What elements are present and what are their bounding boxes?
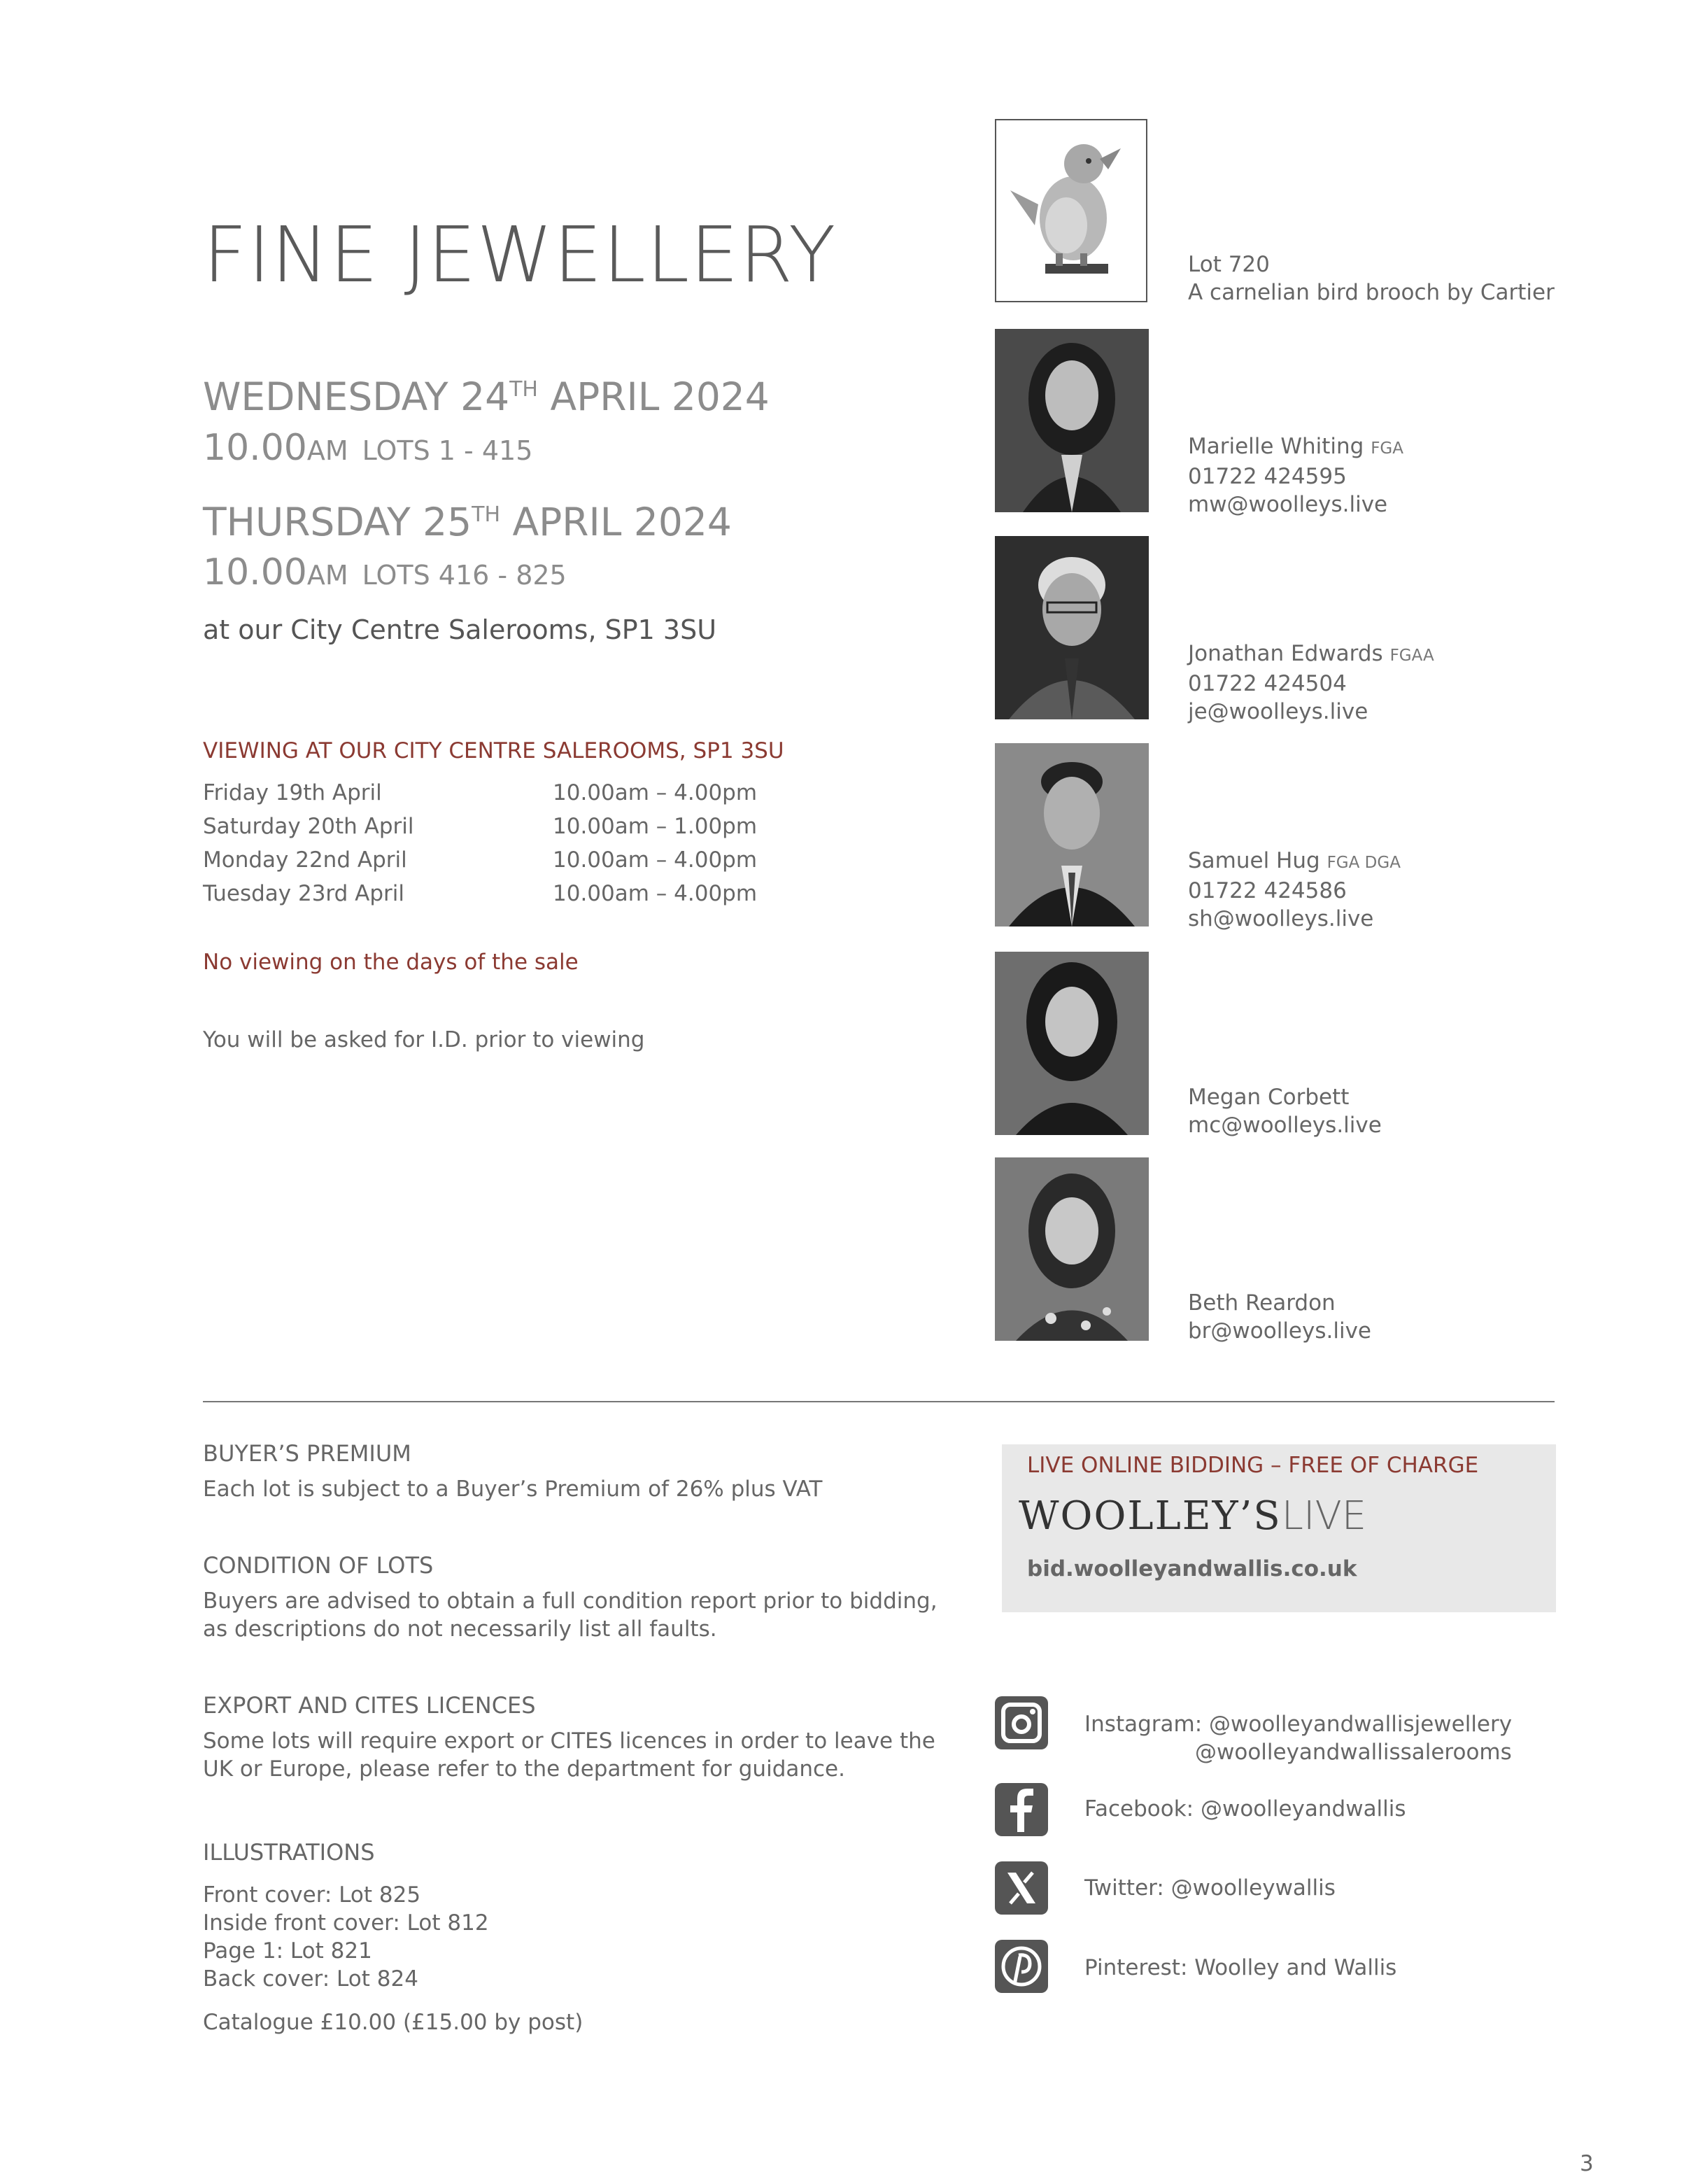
sale-date-1 [203,374,770,419]
lot-feature-info [1188,251,1555,307]
viewing-time: 10.00am – 1.00pm [553,814,758,839]
staff-photo-marielle [995,329,1149,512]
illustration-item: Inside front cover: Lot 812 [203,1910,489,1936]
twitter-handle[interactable]: Twitter: @woolleywallis [1084,1875,1336,1901]
staff-photo-megan [995,952,1149,1135]
instagram-glyph [995,1696,1048,1749]
illustrations-list [203,1881,489,1993]
section-divider [203,1401,1555,1402]
pinterest-icon[interactable] [995,1940,1048,1993]
instagram-handle-1[interactable]: Instagram: @woolleyandwallisjewellery [1084,1712,1513,1737]
staff-email[interactable]: br@woolleys.live [1188,1318,1372,1344]
pinterest-handle[interactable]: Pinterest: Woolley and Wallis [1084,1955,1397,1980]
person-portrait-icon [995,536,1149,719]
staff-photo-beth [995,1157,1149,1341]
venue-text: at our City Centre Salerooms, SP1 3SU [203,614,717,645]
sale-time-2-time: 10.00 [203,551,307,593]
instagram-handle[interactable] [1084,1710,1512,1766]
bird-brooch-image [996,120,1146,301]
staff-info-beth [1188,1289,1371,1345]
person-portrait-icon [995,1157,1149,1341]
sale-date-1-month: APRIL 2024 [550,374,770,419]
staff-name: Jonathan Edwards [1188,641,1383,666]
id-note: You will be asked for I.D. prior to viewing [203,1027,645,1052]
instagram-handle-2[interactable]: @woolleyandwallissalerooms [1195,1740,1512,1765]
export-line: UK or Europe, please refer to the department for guidance. [203,1756,845,1782]
staff-email[interactable]: sh@woolleys.live [1188,906,1374,931]
page-title: FINE JEWELLERY [203,210,837,300]
staff-phone: 01722 424595 [1188,464,1347,489]
staff-email[interactable]: mc@woolleys.live [1188,1113,1382,1138]
staff-quals: FGAA [1389,647,1434,665]
buyers-premium-heading: BUYER’S PREMIUM [203,1440,411,1467]
logo-main-text: WOOLLEY’S [1019,1493,1282,1539]
staff-email[interactable]: je@woolleys.live [1188,699,1368,724]
facebook-glyph [995,1783,1048,1836]
lot-720-photo [995,119,1147,302]
staff-quals: FGA [1371,439,1403,458]
staff-quals: FGA DGA [1326,854,1401,872]
facebook-icon[interactable] [995,1783,1048,1836]
viewing-row [203,881,903,906]
staff-info-jonathan [1188,640,1434,726]
staff-info-megan [1188,1083,1382,1139]
staff-info-samuel [1188,847,1401,933]
viewing-row [203,780,903,805]
live-bidding-heading: LIVE ONLINE BIDDING – FREE OF CHARGE [1027,1453,1479,1478]
no-viewing-note: No viewing on the days of the sale [203,950,579,975]
illustration-item: Back cover: Lot 824 [203,1966,418,1992]
sale-date-2 [203,500,732,544]
catalogue-price: Catalogue £10.00 (£15.00 by post) [203,2010,583,2035]
sale-date-2-month: APRIL 2024 [512,500,732,544]
viewing-row [203,847,903,873]
condition-line: as descriptions do not necessarily list all faults. [203,1616,717,1642]
sale-time-1-lots: LOTS 1 - 415 [362,435,533,466]
sale-date-1-suffix: TH [509,377,538,402]
sale-time-2-ampm: AM [306,560,348,591]
viewing-day: Saturday 20th April [203,814,414,839]
sale-time-1-ampm: AM [306,435,348,466]
facebook-handle[interactable]: Facebook: @woolleyandwallis [1084,1796,1406,1822]
staff-phone: 01722 424504 [1188,671,1347,696]
x-glyph [995,1861,1048,1915]
live-bidding-box [1002,1444,1556,1612]
staff-phone: 01722 424586 [1188,878,1347,903]
person-portrait-icon [995,743,1149,927]
condition-line: Buyers are advised to obtain a full condition report prior to bidding, [203,1588,938,1614]
illustrations-heading: ILLUSTRATIONS [203,1839,375,1866]
staff-name: Megan Corbett [1188,1085,1350,1110]
illustration-item: Front cover: Lot 825 [203,1882,421,1908]
viewing-time: 10.00am – 4.00pm [553,847,758,873]
condition-heading: CONDITION OF LOTS [203,1552,434,1579]
logo-live-text: LIVE [1281,1493,1367,1539]
sale-date-2-suffix: TH [472,502,501,527]
viewing-row [203,814,903,839]
sale-time-2-lots: LOTS 416 - 825 [362,560,567,591]
person-portrait-icon [995,952,1149,1135]
viewing-heading: VIEWING AT OUR CITY CENTRE SALEROOMS, SP1 3SU [203,738,784,763]
sale-time-1-time: 10.00 [203,427,307,469]
staff-info-marielle [1188,432,1403,519]
sale-time-1 [203,427,532,469]
viewing-time: 10.00am – 4.00pm [553,780,758,805]
sale-date-1-day: WEDNESDAY 24 [203,374,510,419]
export-line: Some lots will require export or CITES licences in order to leave the [203,1728,935,1754]
buyers-premium-text: Each lot is subject to a Buyer’s Premium of 26% plus VAT [203,1477,823,1502]
woolleys-live-logo [1019,1493,1366,1539]
pinterest-glyph [995,1940,1048,1993]
bidding-url-link[interactable]: bid.woolleyandwallis.co.uk [1027,1556,1357,1581]
twitter-x-icon[interactable] [995,1861,1048,1915]
staff-photo-jonathan [995,536,1149,719]
viewing-day: Tuesday 23rd April [203,881,405,906]
sale-time-2 [203,551,567,593]
lot-description: A carnelian bird brooch by Cartier [1188,280,1555,305]
viewing-day: Monday 22nd April [203,847,407,873]
viewing-day: Friday 19th April [203,780,382,805]
staff-name: Marielle Whiting [1188,434,1364,459]
illustration-item: Page 1: Lot 821 [203,1938,372,1964]
sale-date-2-day: THURSDAY 25 [203,500,472,544]
staff-name: Beth Reardon [1188,1290,1336,1316]
person-portrait-icon [995,329,1149,512]
export-text [203,1727,935,1783]
staff-photo-samuel [995,743,1149,927]
instagram-icon[interactable] [995,1696,1048,1749]
lot-number: Lot 720 [1188,252,1270,277]
viewing-time: 10.00am – 4.00pm [553,881,758,906]
staff-email[interactable]: mw@woolleys.live [1188,492,1388,517]
condition-text [203,1587,938,1643]
staff-name: Samuel Hug [1188,848,1320,873]
export-heading: EXPORT AND CITES LICENCES [203,1692,536,1719]
page-number: 3 [1580,2151,1594,2176]
